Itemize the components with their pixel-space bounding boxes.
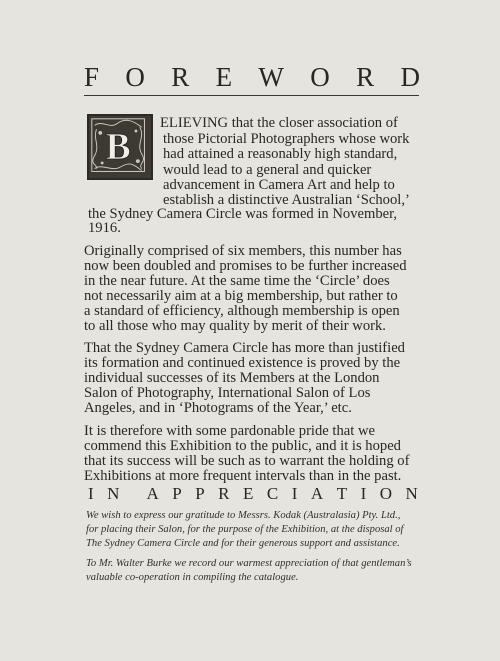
body-text-line: a standard of efficiency, although membership is open xyxy=(84,303,400,319)
appreciation-text-line: We wish to express our gratitude to Messrs. Kodak (Australasia) Pty. Ltd., xyxy=(86,510,401,521)
heading-letter: N xyxy=(405,484,418,503)
decorated-initial-ornament xyxy=(89,116,151,178)
heading-letter: I xyxy=(360,484,367,503)
body-text-line: advancement in Camera Art and help to xyxy=(163,177,395,193)
appreciation-text-line: The Sydney Camera Circle and for their generous support and assistance. xyxy=(86,538,400,549)
foreword-heading xyxy=(84,62,420,93)
heading-letter: O xyxy=(310,62,330,92)
body-text-line: now been doubled and promises to be further increased xyxy=(84,258,407,274)
body-text-line: It is therefore with some pardonable pride that we xyxy=(84,423,375,439)
body-text-line: to all those who may quality by merit of their work. xyxy=(84,318,386,334)
body-text-line: commend this Exhibition to the public, and it is hoped xyxy=(84,438,401,454)
body-text-line: Salon of Photography, International Salon of Los xyxy=(84,385,371,401)
body-text-line: not necessarily aim at a big membership, but rather to xyxy=(84,288,398,304)
heading-letter: A xyxy=(146,484,159,503)
heading-letter: O xyxy=(379,484,393,503)
appreciation-text-line: valuable co-operation in compiling the catalogue. xyxy=(86,572,299,583)
heading-letter: E xyxy=(243,484,254,503)
heading-letter: O xyxy=(125,62,145,92)
body-text-line: would lead to a general and quicker xyxy=(163,162,372,178)
decorated-initial xyxy=(87,114,153,180)
body-text-line: in the near future. At the same time the ‘Circle’ does xyxy=(84,273,390,289)
heading-letter: R xyxy=(171,62,190,92)
heading-letter: T xyxy=(336,484,348,503)
body-text-line: the Sydney Camera Circle was formed in November, xyxy=(88,206,398,222)
heading-letter: C xyxy=(266,484,279,503)
heading-letter: F xyxy=(84,62,100,92)
heading-letter: E xyxy=(215,62,233,92)
heading-letter: W xyxy=(258,62,284,92)
heading-letter: D xyxy=(400,62,420,92)
heading-letter: R xyxy=(356,62,375,92)
body-text-line: Originally comprised of six members, this number has xyxy=(84,243,402,259)
body-text-line: individual successes of its Members at the London xyxy=(84,370,380,386)
body-text-line: That the Sydney Camera Circle has more than justified xyxy=(84,340,405,356)
body-text-line: Exhibitions at more frequent intervals than in the past. xyxy=(84,468,402,484)
heading-rule xyxy=(84,95,419,96)
body-text-line: ELIEVING that the closer association of xyxy=(160,115,398,131)
heading-letter: N xyxy=(107,484,120,503)
body-text-line: its formation and continued existence is proved by the xyxy=(84,355,401,371)
appreciation-heading xyxy=(88,484,418,504)
heading-letter: A xyxy=(310,484,324,503)
heading-letter: R xyxy=(218,484,230,503)
appreciation-text-line: To Mr. Walter Burke we record our warmest appreciation of that gentleman’s xyxy=(86,558,412,569)
appreciation-text-line: for placing their Salon, for the purpose of the Exhibition, at the disposal of xyxy=(86,524,404,535)
body-text-line: Angeles, and in ‘Photograms of the Year,’ etc. xyxy=(84,400,352,416)
body-text-line: 1916. xyxy=(88,220,121,236)
heading-letter: P xyxy=(172,484,182,503)
heading-letter: I xyxy=(291,484,298,503)
heading-letter: P xyxy=(195,484,205,503)
initial-letter: B xyxy=(105,127,131,169)
heading-letter: I xyxy=(88,484,94,503)
body-text-line: establish a distinctive Australian ‘School,’ xyxy=(163,192,410,208)
body-text-line: those Pictorial Photographers whose work xyxy=(163,131,410,147)
body-text-line: had attained a reasonably high standard, xyxy=(163,146,398,162)
body-text-line: that its success will be such as to warrant the holding of xyxy=(84,453,410,469)
